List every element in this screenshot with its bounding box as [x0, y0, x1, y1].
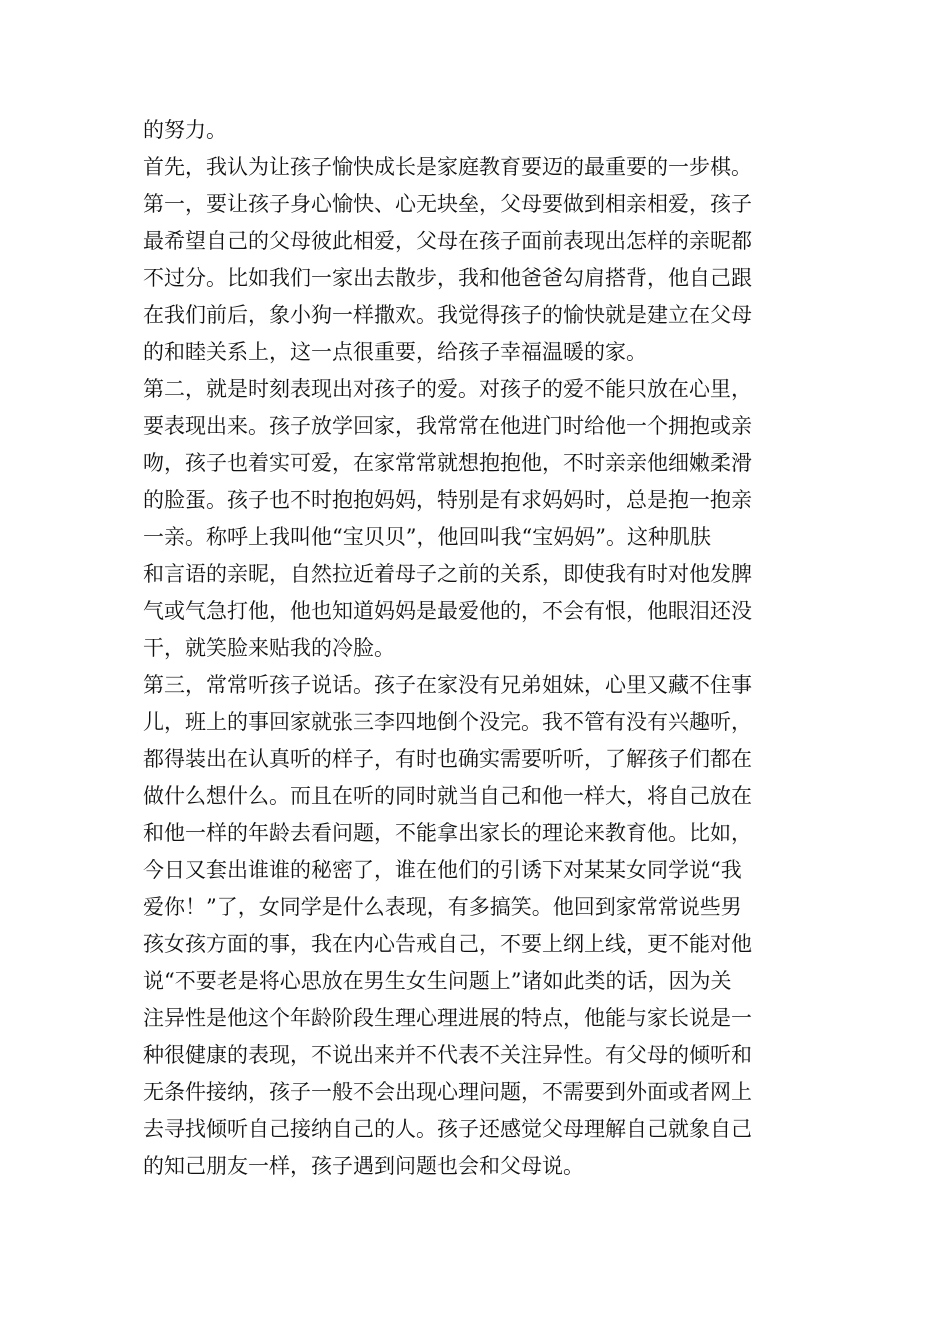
- text-line: 在我们前后，象小狗一样撒欢。我觉得孩子的愉快就是建立在父母: [143, 303, 752, 327]
- text-line: 和他一样的年龄去看问题，不能拿出家长的理论来教育他。比如，: [143, 821, 752, 845]
- text-line: 要表现出来。孩子放学回家，我常常在他进门时给他一个拥抱或亲: [143, 414, 752, 438]
- text-line: 无条件接纳，孩子一般不会出现心理问题，不需要到外面或者网上: [143, 1080, 752, 1104]
- text-line: 都得装出在认真听的样子，有时也确实需要听听，了解孩子们都在: [143, 747, 752, 771]
- text-line: 第三，常常听孩子说话。孩子在家没有兄弟姐妹，心里又藏不住事: [143, 673, 752, 697]
- text-line: 首先，我认为让孩子愉快成长是家庭教育要迈的最重要的一步棋。: [143, 155, 752, 179]
- text-line: 今日又套出谁谁的秘密了，谁在他们的引诱下对某某女同学说“我: [143, 858, 742, 882]
- text-line: 种很健康的表现，不说出来并不代表不关注异性。有父母的倾听和: [143, 1043, 752, 1067]
- text-line: 最希望自己的父母彼此相爱，父母在孩子面前表现出怎样的亲昵都: [143, 229, 752, 253]
- text-line: 的知己朋友一样，孩子遇到问题也会和父母说。: [143, 1154, 584, 1178]
- text-line: 气或气急打他，他也知道妈妈是最爱他的，不会有恨，他眼泪还没: [143, 599, 752, 623]
- text-line: 和言语的亲昵，自然拉近着母子之前的关系，即使我有时对他发脾: [143, 562, 752, 586]
- text-line: 的努力。: [143, 118, 227, 142]
- text-line: 孩女孩方面的事，我在内心告戒自己，不要上纲上线，更不能对他: [143, 932, 752, 956]
- text-line: 不过分。比如我们一家出去散步，我和他爸爸勾肩搭背，他自己跟: [143, 266, 752, 290]
- text-line: 的脸蛋。孩子也不时抱抱妈妈，特别是有求妈妈时，总是抱一抱亲: [143, 488, 752, 512]
- text-line: 说“不要老是将心思放在男生女生问题上”诸如此类的话，因为关: [143, 969, 732, 993]
- text-line: 的和睦关系上，这一点很重要，给孩子幸福温暖的家。: [143, 340, 647, 364]
- text-line: 去寻找倾听自己接纳自己的人。孩子还感觉父母理解自己就象自己: [143, 1117, 752, 1141]
- text-line: 干，就笑脸来贴我的冷脸。: [143, 636, 395, 660]
- text-line: 儿，班上的事回家就张三李四地倒个没完。我不管有没有兴趣听，: [143, 710, 752, 734]
- text-line: 注异性是他这个年龄阶段生理心理进展的特点，他能与家长说是一: [143, 1006, 752, 1030]
- text-line: 爱你！”了，女同学是什么表现，有多搞笑。他回到家常常说些男: [143, 895, 742, 919]
- text-line: 一亲。称呼上我叫他“宝贝贝”，他回叫我“宝妈妈”。这种肌肤: [143, 525, 711, 549]
- text-line: 第一，要让孩子身心愉快、心无块垒，父母要做到相亲相爱，孩子: [143, 192, 752, 216]
- body-text: [143, 112, 813, 1185]
- text-line: 第二，就是时刻表现出对孩子的爱。对孩子的爱不能只放在心里，: [143, 377, 752, 401]
- text-line: 吻，孩子也着实可爱，在家常常就想抱抱他，不时亲亲他细嫩柔滑: [143, 451, 752, 475]
- text-line: 做什么想什么。而且在听的同时就当自己和他一样大，将自己放在: [143, 784, 752, 808]
